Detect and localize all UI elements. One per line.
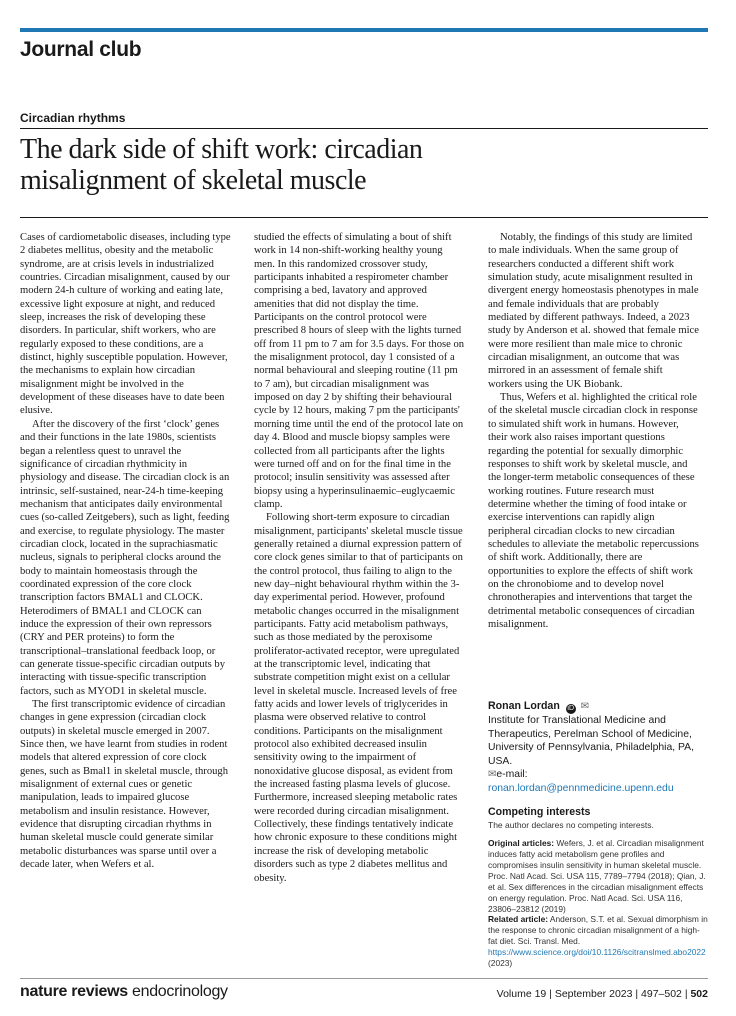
brand-bold: nature reviews: [20, 983, 128, 1000]
paragraph: Following short-term exposure to circadian misalignment, participants' skeletal muscle tissue generally retained a diurnal expression pattern of core clock genes similar to that of participants on the control protocol, thus failing to align to the new day–night behavioural rhythm within the 3-day experimental period. However, profound metabolic changes occurred in the misalignment participants. Fatty acid metabolism pathways, such as those mediated by the peroxisome proliferator-activated receptor, were upregulated at the transcriptomic level, indicating that substrate competition might exist on a cellular level in skeletal muscle. Increased levels of free fatty acids and lower levels of triglycerides in plasma were observed relative to control conditions. Participants on the misalignment protocol also exhibited decreased insulin sensitivity owing to the impairment of nonoxidative glucose disposal, as evident from the increased fasting plasma levels of glucose. Furthermore, increased sleeping metabolic rates were recorded during circadian misalignment. Collectively, these findings tentatively indicate how chronic exposure to these conditions might increase the risk of developing metabolic disorders such as type 2 diabetes mellitus and obesity.: [254, 512, 463, 884]
column-1: [20, 231, 231, 872]
email-label: e-mail:: [496, 769, 528, 781]
related-article-link[interactable]: https://www.science.org/doi/10.1126/scitranslmed.abo2022: [488, 947, 706, 957]
mail-icon: ✉: [488, 769, 497, 781]
column-3: [488, 231, 699, 631]
issue-text: Volume 19 | September 2023 | 497–502 |: [496, 988, 688, 1000]
author-affiliation: Institute for Translational Medicine and Therapeutics, Perelman School of Medicine, University of Pennsylvania, Philadelphia, PA, USA.: [488, 715, 694, 767]
related-article-text: Anderson, S.T. et al. Sexual dimorphism in the response to chronic circadian misalignment of a high-fat diet. Sci. Transl. Med.: [488, 914, 708, 946]
related-article-label: Related article:: [488, 914, 549, 924]
title-line-1: The dark side of shift work: circadian: [20, 134, 423, 165]
subject-label: Circadian rhythms: [20, 111, 126, 125]
section-label: Journal club: [20, 38, 142, 61]
original-articles-text: Wefers, J. et al. Circadian misalignment induces fatty acid metabolism gene profiles and compromises insulin sensitivity in human skeletal muscle. Proc. Natl Acad. Sci. USA 115, 7789–7794 (2018); Qian, J. et al. Sex differences in the circadian misalignment effects on energy regulation. Proc. Natl Acad. Sci. USA 116, 23806–23812 (2019): [488, 838, 706, 914]
title-rule: [20, 217, 708, 218]
article-title: [20, 134, 620, 196]
paragraph: Thus, Wefers et al. highlighted the critical role of the skeletal muscle circadian clock in response to simulated shift work in humans. However, their work also raises important questions regarding the potential for sexually dimorphic responses to shift work by skeletal muscle, and the longer-term metabolic consequences of these working routines. Future research must determine whether the timing of food intake or exercise interventions can rapidly align peripheral circadian clocks to new circadian schedules to alleviate the metabolic repercussions of shift work. Additionally, there are opportunities to explore the effects of shift work on the chronobiome and to develop novel chronotherapies and interventions that target the detrimental metabolic consequences of circadian misalignment.: [488, 392, 699, 630]
subject-rule: [20, 128, 708, 129]
page-number: 502: [690, 988, 708, 1000]
footer-rule: [20, 978, 708, 979]
title-line-2: misalignment of skeletal muscle: [20, 165, 367, 196]
brand-light: endocrinology: [132, 983, 228, 1000]
journal-logo: [20, 983, 228, 1001]
orcid-icon[interactable]: iD: [567, 705, 575, 712]
author-block: [488, 700, 708, 796]
mail-icon[interactable]: ✉: [580, 701, 589, 712]
competing-interests-text: The author declares no competing interests.: [488, 820, 654, 830]
paragraph: Cases of cardiometabolic diseases, including type 2 diabetes mellitus, obesity and the metabolic syndrome, are at crisis levels in industrialized countries. Circadian misalignment, caused by our modern 24-h culture of working and eating late, excessive light exposure at night, and reduced sleep, increases the risk of developing these disorders. In particular, shift workers, who are regularly exposed to these conditions, are a distinct, highly susceptible population. However, the mechanisms to explain how circadian misalignment might be involved in the development of these diseases have to date been elusive.: [20, 232, 231, 417]
paragraph: Notably, the findings of this study are limited to male individuals. When the same group of researchers conducted a different shift work simulation study, acute misalignment resulted in divergent energy homeostasis phenotypes in male and female individuals that are probably mediated by different pathways. Indeed, a 2023 study by Anderson et al. showed that female mice were more resilient than male mice to chronic circadian misalignment, an outcome that was mirrored in an assessment of female shift workers using the UK Biobank.: [488, 232, 699, 390]
email-line: [488, 768, 708, 795]
footer-issue-info: [497, 988, 708, 1000]
related-article: [488, 914, 708, 969]
email-link[interactable]: ronan.lordan@pennmedicine.upenn.edu: [488, 782, 674, 794]
related-article-year: (2023): [488, 958, 513, 968]
paragraph: After the discovery of the first ‘clock’ genes and their functions in the late 1980s, scientists began a relentless quest to unravel the significance of circadian rhythmicity in physiology and disease. The circadian clock is an intrinsic, self-sustained, near-24-h time-keeping mechanism that anticipates daily environmental cues (so-called Zeitgebers), such as light, feeding and exercise, to regulate physiology. The master circadian clock, located in the suprachiasmatic nucleus, signals to peripheral clocks around the body to maintain homeostasis through the coordinated expression of the core clock transcription factors BMAL1 and CLOCK. Heterodimers of BMAL1 and CLOCK can induce the expression of their own repressors (CRY and PER proteins) to form the transcriptional–translational feedback loop, or can generate tissue-specific circadian outputs by interacting with tissue-specific transcription factors, such as MYOD1 in skeletal muscle.: [20, 418, 230, 697]
original-articles: [488, 838, 708, 915]
paragraph: studied the effects of simulating a bout of shift work in 14 non-shift-working healthy young men. In this randomized crossover study, participants inhabited a respirometer chamber comprising a bed, lavatory and approved amenities that did not display the time. Participants on the control protocol were prescribed 8 hours of sleep with the lights turned off from 11 pm to 7 am for 3.5 days. For those on the misalignment protocol, day 1 consisted of a normal behavioural and sleeping routine (11 pm to 7 am), but circadian misalignment was imposed on day 2 by shifting their behavioural cycle by 12 hours, making 7 pm the participants' morning time until the end of the protocol late on day 4. Blood and muscle biopsy samples were collected from all participants after the lights were turned off and on for the final time in the protocol; insulin sensitivity was assessed after biopsy using a hyperinsulinaemic–euglycaemic clamp.: [254, 232, 465, 510]
original-articles-label: Original articles:: [488, 838, 555, 848]
competing-interests-heading: Competing interests: [488, 806, 591, 818]
paragraph: The first transcriptomic evidence of circadian changes in gene expression (circadian clock outputs) in skeletal muscle emerged in 2007. Since then, we have learnt from studies in rodent models that altered expression of core clock genes, such as Bmal1 in skeletal muscle, through misalignment of external cues or genetic manipulation, leads to impaired glucose metabolism and insulin resistance. However, evidence that disrupting circadian rhythms in human skeletal muscle could generate similar metabolic disturbances was sparse until over a decade later, when Wefers et al.: [20, 699, 229, 871]
top-accent-bar: [20, 28, 708, 32]
column-2: [254, 231, 465, 885]
author-name: Ronan Lordan: [488, 700, 560, 712]
